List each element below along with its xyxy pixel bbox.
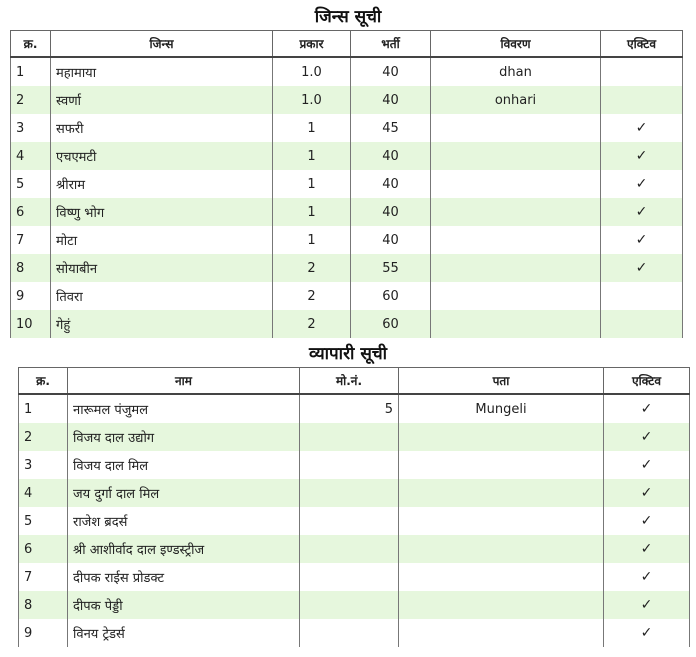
description-cell [431,226,601,254]
type-cell: 1 [273,198,351,226]
serial-cell: 2 [19,423,68,451]
type-cell: 1.0 [273,86,351,114]
address-cell [399,507,604,535]
type-cell: 1 [273,142,351,170]
crop-name-cell: सफरी [51,114,273,142]
serial-cell: 3 [19,451,68,479]
table-row[interactable] [19,591,690,619]
bharti-cell: 40 [351,86,431,114]
crop-name-cell: स्वर्णा [51,86,273,114]
description-cell: onhari [431,86,601,114]
col-header-bharti[interactable]: भर्ती [351,31,431,58]
serial-cell: 6 [19,535,68,563]
table-row[interactable] [11,282,683,310]
address-cell [399,451,604,479]
mobile-cell [300,507,399,535]
serial-cell: 4 [11,142,51,170]
address-cell [399,479,604,507]
active-check-icon [601,86,683,114]
table-row[interactable] [11,254,683,282]
crop-table-header [11,31,683,58]
serial-cell: 5 [19,507,68,535]
crop-name-cell: श्रीराम [51,170,273,198]
trader-name-cell: दीपक पेड्डी [68,591,300,619]
address-cell [399,591,604,619]
mobile-cell [300,535,399,563]
serial-cell: 1 [11,57,51,86]
type-cell: 2 [273,254,351,282]
bharti-cell: 55 [351,254,431,282]
trader-name-cell: विजय दाल मिल [68,451,300,479]
crop-name-cell: विष्णु भोग [51,198,273,226]
active-check-icon: ✓ [604,563,690,591]
crop-name-cell: महामाया [51,57,273,86]
bharti-cell: 60 [351,282,431,310]
active-check-icon [601,310,683,338]
serial-cell: 8 [11,254,51,282]
table-row[interactable] [19,619,690,647]
type-cell: 2 [273,282,351,310]
table-row[interactable] [11,142,683,170]
crop-table [10,30,683,338]
active-check-icon: ✓ [604,451,690,479]
col-header-type[interactable]: प्रकार [273,31,351,58]
table-row[interactable] [11,198,683,226]
serial-cell: 4 [19,479,68,507]
active-check-icon [601,282,683,310]
active-check-icon: ✓ [604,535,690,563]
active-check-icon: ✓ [601,254,683,282]
table-row[interactable] [11,86,683,114]
crop-name-cell: गेहुं [51,310,273,338]
type-cell: 2 [273,310,351,338]
active-check-icon: ✓ [601,142,683,170]
col-header-active[interactable]: एक्टिव [604,368,690,395]
trader-name-cell: राजेश ब्रदर्स [68,507,300,535]
active-check-icon: ✓ [601,170,683,198]
mobile-cell [300,563,399,591]
trader-name-cell: दीपक राईस प्रोडक्ट [68,563,300,591]
col-header-address[interactable]: पता [399,368,604,395]
crop-name-cell: तिवरा [51,282,273,310]
col-header-serial[interactable]: क्र. [19,368,68,395]
bharti-cell: 40 [351,226,431,254]
type-cell: 1 [273,114,351,142]
serial-cell: 10 [11,310,51,338]
bharti-cell: 45 [351,114,431,142]
col-header-name[interactable]: नाम [68,368,300,395]
description-cell [431,254,601,282]
serial-cell: 8 [19,591,68,619]
mobile-cell [300,451,399,479]
address-cell [399,535,604,563]
type-cell: 1.0 [273,57,351,86]
trader-table [18,367,690,647]
serial-cell: 7 [11,226,51,254]
description-cell [431,310,601,338]
address-cell: Mungeli [399,394,604,423]
serial-cell: 9 [11,282,51,310]
description-cell [431,142,601,170]
bharti-cell: 40 [351,57,431,86]
crop-name-cell: सोयाबीन [51,254,273,282]
serial-cell: 3 [11,114,51,142]
active-check-icon: ✓ [604,619,690,647]
bharti-cell: 40 [351,198,431,226]
type-cell: 1 [273,170,351,198]
table-row[interactable] [11,310,683,338]
address-cell [399,563,604,591]
address-cell [399,619,604,647]
trader-table-header [19,368,690,395]
table-row[interactable] [19,507,690,535]
serial-cell: 7 [19,563,68,591]
trader-name-cell: श्री आशीर्वाद दाल इण्डस्ट्रीज [68,535,300,563]
description-cell [431,282,601,310]
col-header-mobile[interactable]: मो.नं. [300,368,399,395]
active-check-icon: ✓ [604,507,690,535]
active-check-icon: ✓ [604,394,690,423]
type-cell: 1 [273,226,351,254]
description-cell [431,198,601,226]
active-check-icon: ✓ [604,479,690,507]
active-check-icon: ✓ [601,198,683,226]
trader-name-cell: विजय दाल उद्योग [68,423,300,451]
crop-list-title: जिन्स सूची [314,7,382,27]
table-row[interactable] [11,57,683,86]
col-header-serial[interactable]: क्र. [11,31,51,58]
crop-name-cell: एचएमटी [51,142,273,170]
crop-name-cell: मोटा [51,226,273,254]
bharti-cell: 60 [351,310,431,338]
table-row[interactable] [11,114,683,142]
mobile-cell [300,479,399,507]
mobile-cell [300,619,399,647]
serial-cell: 1 [19,394,68,423]
serial-cell: 5 [11,170,51,198]
trader-name-cell: विनय ट्रेडर्स [68,619,300,647]
trader-name-cell: जय दुर्गा दाल मिल [68,479,300,507]
serial-cell: 6 [11,198,51,226]
table-row[interactable] [19,535,690,563]
bharti-cell: 40 [351,142,431,170]
table-row[interactable] [11,170,683,198]
trader-list-title: व्यापारी सूची [308,344,388,364]
address-cell [399,423,604,451]
table-row[interactable] [19,394,690,423]
trader-name-cell: नारूमल पंजुमल [68,394,300,423]
active-check-icon: ✓ [604,591,690,619]
table-row[interactable] [19,423,690,451]
active-check-icon: ✓ [604,423,690,451]
description-cell [431,170,601,198]
description-cell: dhan [431,57,601,86]
mobile-cell [300,423,399,451]
active-check-icon: ✓ [601,114,683,142]
col-header-description[interactable]: विवरण [431,31,601,58]
serial-cell: 2 [11,86,51,114]
active-check-icon: ✓ [601,226,683,254]
table-row[interactable] [19,451,690,479]
description-cell [431,114,601,142]
table-row[interactable] [19,563,690,591]
col-header-active[interactable]: एक्टिव [601,31,683,58]
mobile-cell: 5 [300,394,399,423]
serial-cell: 9 [19,619,68,647]
table-row[interactable] [11,226,683,254]
table-row[interactable] [19,479,690,507]
bharti-cell: 40 [351,170,431,198]
active-check-icon [601,57,683,86]
mobile-cell [300,591,399,619]
col-header-crop[interactable]: जिन्स [51,31,273,58]
